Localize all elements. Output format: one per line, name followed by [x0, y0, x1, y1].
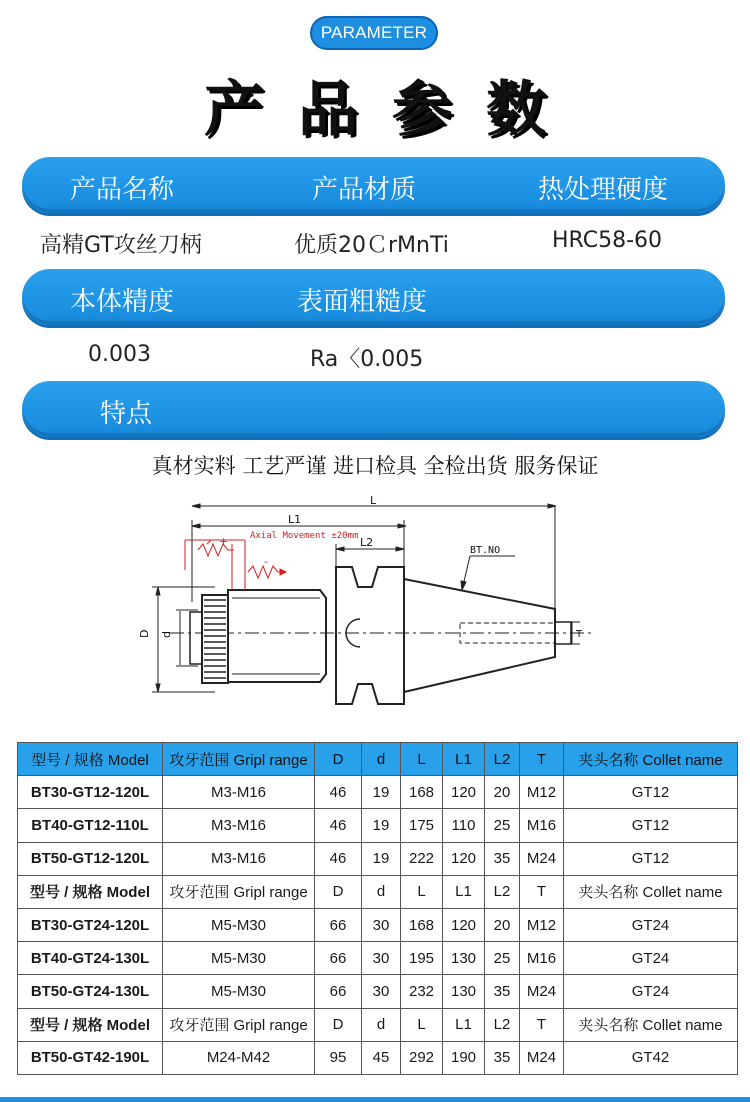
table-cell: 66	[315, 942, 362, 975]
page-title: 产品参数	[204, 75, 580, 145]
table-cell: 攻牙范围 Gripl range	[163, 1008, 315, 1041]
table-cell: 66	[315, 908, 362, 941]
table-cell: M24	[520, 842, 564, 875]
table-cell: M16	[520, 809, 564, 842]
table-cell: BT30-GT24-120L	[18, 908, 163, 941]
table-cell: T	[520, 743, 564, 776]
table-cell: L2	[485, 1008, 520, 1041]
table-cell: M24	[520, 975, 564, 1008]
table-cell: 30	[362, 908, 401, 941]
table-cell: d	[362, 1008, 401, 1041]
table-cell: BT40-GT12-110L	[18, 809, 163, 842]
bar1-col3: 热处理硬度	[538, 175, 669, 205]
table-cell: 232	[401, 975, 443, 1008]
roughness-value: Ra〈0.005	[310, 347, 424, 372]
table-cell: GT12	[564, 809, 738, 842]
table-cell: 35	[485, 842, 520, 875]
table-cell: 25	[485, 809, 520, 842]
table-cell: 195	[401, 942, 443, 975]
table-cell: d	[362, 875, 401, 908]
table-cell: 型号 / 规格 Model	[18, 743, 163, 776]
table-row	[18, 1041, 738, 1074]
table-cell: D	[315, 743, 362, 776]
table-cell: 168	[401, 908, 443, 941]
material-value: 优质20ＣrMnTi	[294, 233, 449, 258]
table-cell: L1	[443, 743, 485, 776]
info-bar-2	[22, 269, 725, 325]
table-cell: M3-M16	[163, 809, 315, 842]
table-cell: L	[401, 1008, 443, 1041]
dim-D-label: D	[138, 629, 151, 638]
table-cell: 120	[443, 908, 485, 941]
table-cell: GT12	[564, 842, 738, 875]
footer-line	[0, 1097, 750, 1102]
dim-L-label: L	[370, 494, 377, 507]
table-cell: BT50-GT42-190L	[18, 1041, 163, 1074]
table-cell: M5-M30	[163, 908, 315, 941]
table-cell: 120	[443, 776, 485, 809]
table-cell: 夹头名称 Collet name	[564, 1008, 738, 1041]
bar1-col1: 产品名称	[70, 175, 175, 205]
table-cell: 66	[315, 975, 362, 1008]
table-cell: M3-M16	[163, 842, 315, 875]
table-cell: 110	[443, 809, 485, 842]
parameter-badge: PARAMETER	[310, 16, 438, 50]
dim-L2-label: L2	[360, 536, 374, 549]
table-row	[18, 942, 738, 975]
table-cell: 222	[401, 842, 443, 875]
table-cell: 夹头名称 Collet name	[564, 743, 738, 776]
table-cell: 130	[443, 975, 485, 1008]
bar2-col2: 表面粗糙度	[297, 287, 428, 317]
table-cell: D	[315, 1008, 362, 1041]
table-cell: M12	[520, 776, 564, 809]
table-cell: 19	[362, 842, 401, 875]
table-cell: 35	[485, 1041, 520, 1074]
table-cell: 35	[485, 975, 520, 1008]
table-cell: 19	[362, 776, 401, 809]
table-cell: BT50-GT12-120L	[18, 842, 163, 875]
bt-no-label: BT.NO	[470, 545, 501, 556]
table-cell: L	[401, 875, 443, 908]
table-cell: 95	[315, 1041, 362, 1074]
table-cell: GT24	[564, 942, 738, 975]
info-bar-3	[22, 381, 725, 437]
table-row	[18, 908, 738, 941]
features-text: 真材实料 工艺严谨 进口检具 全检出货 服务保证	[151, 454, 599, 478]
table-cell: 攻牙范围 Gripl range	[163, 875, 315, 908]
table-cell: 175	[401, 809, 443, 842]
table-row	[18, 842, 738, 875]
table-cell: T	[520, 875, 564, 908]
bar2-col1: 本体精度	[70, 287, 175, 317]
info-bar-1	[22, 157, 725, 213]
table-cell: M24	[520, 1041, 564, 1074]
dim-T-label: T	[576, 629, 583, 640]
table-cell: GT12	[564, 776, 738, 809]
table-cell: M5-M30	[163, 942, 315, 975]
table-cell: BT30-GT12-120L	[18, 776, 163, 809]
precision-value: 0.003	[88, 342, 151, 367]
table-subheader-row	[18, 875, 738, 908]
table-cell: 20	[485, 908, 520, 941]
table-cell: M24-M42	[163, 1041, 315, 1074]
product-name-value: 高精GT攻丝刀柄	[40, 233, 202, 258]
table-cell: 46	[315, 842, 362, 875]
table-cell: M16	[520, 942, 564, 975]
table-cell: M3-M16	[163, 776, 315, 809]
table-cell: 25	[485, 942, 520, 975]
table-cell: GT24	[564, 908, 738, 941]
table-header-row	[18, 743, 738, 776]
table-row	[18, 809, 738, 842]
table-cell: d	[362, 743, 401, 776]
table-cell: 型号 / 规格 Model	[18, 1008, 163, 1041]
table-cell: 120	[443, 842, 485, 875]
tool-holder-diagram	[140, 492, 600, 722]
table-cell: 46	[315, 809, 362, 842]
table-cell: GT24	[564, 975, 738, 1008]
table-cell: 46	[315, 776, 362, 809]
table-cell: L1	[443, 875, 485, 908]
table-cell: M5-M30	[163, 975, 315, 1008]
table-cell: 型号 / 规格 Model	[18, 875, 163, 908]
table-row	[18, 975, 738, 1008]
table-cell: 攻牙范围 Gripl range	[163, 743, 315, 776]
table-cell: 168	[401, 776, 443, 809]
table-cell: D	[315, 875, 362, 908]
table-cell: BT50-GT24-130L	[18, 975, 163, 1008]
table-cell: L1	[443, 1008, 485, 1041]
table-cell: M12	[520, 908, 564, 941]
spec-table	[17, 742, 738, 1075]
table-cell: GT42	[564, 1041, 738, 1074]
axial-movement-label: Axial Movement ±20mm	[250, 531, 359, 541]
table-cell: 20	[485, 776, 520, 809]
table-cell: 130	[443, 942, 485, 975]
dim-L1-label: L1	[288, 513, 302, 526]
dim-d-label: d	[160, 631, 173, 638]
table-cell: 45	[362, 1041, 401, 1074]
table-cell: L2	[485, 875, 520, 908]
table-subheader-row	[18, 1008, 738, 1041]
minus-label: -	[264, 555, 268, 568]
bar3-col1: 特点	[100, 399, 153, 429]
table-cell: 190	[443, 1041, 485, 1074]
table-cell: L2	[485, 743, 520, 776]
table-cell: 30	[362, 942, 401, 975]
table-cell: L	[401, 743, 443, 776]
bar1-col2: 产品材质	[312, 175, 417, 205]
table-cell: 30	[362, 975, 401, 1008]
table-cell: 292	[401, 1041, 443, 1074]
table-cell: T	[520, 1008, 564, 1041]
table-row	[18, 776, 738, 809]
table-cell: 19	[362, 809, 401, 842]
hardness-value: HRC58-60	[552, 228, 663, 253]
plus-label: +	[219, 535, 229, 548]
table-cell: 夹头名称 Collet name	[564, 875, 738, 908]
table-cell: BT40-GT24-130L	[18, 942, 163, 975]
